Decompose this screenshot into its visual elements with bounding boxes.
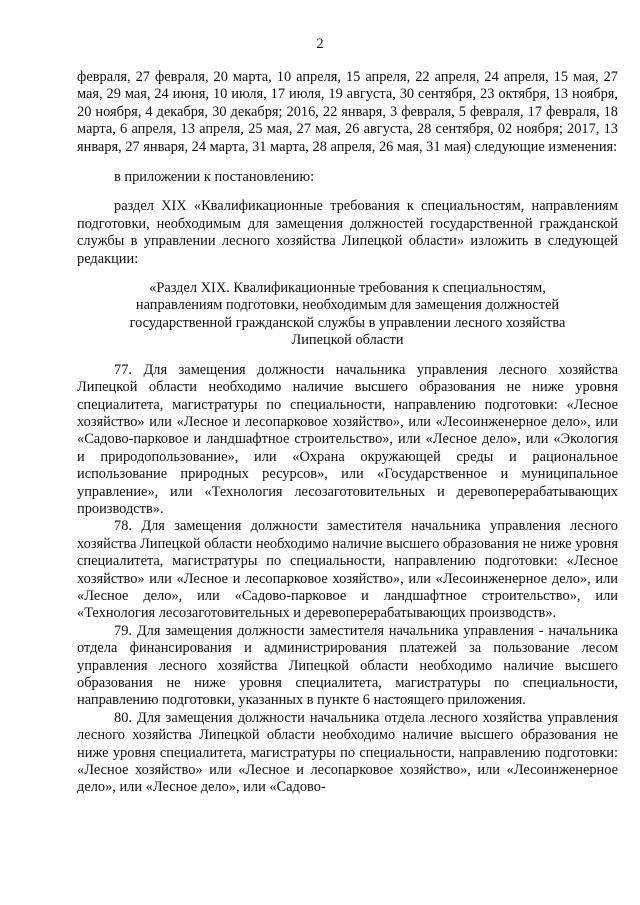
paragraph-79: 79. Для замещения должности заместителя начальника управления - начальника отдела финансирования и администрирования платежей за пользование лесом управления лесного хозяйства Липецкой области необходимо наличие высшего образования не ниже уровня специалитета, магистратуры по специальности, направлению подготовки, указанных в пункте 6 настоящего приложения. [77, 622, 618, 709]
paragraph-intro: февраля, 27 февраля, 20 марта, 10 апреля, 15 апреля, 22 апреля, 24 апреля, 15 мая, 27 мая, 29 мая, 24 июня, 10 июля, 17 июля, 19 августа, 30 сентября, 23 октября, 13 ноября, 20 ноября, 4 декабря, 30 декабря; 2016, 22 января, 3 февраля, 5 февраля, 17 февраля, 18 марта, 6 апреля, 13 апреля, 25 мая, 27 мая, 26 августа, 28 сентября, 02 ноября; 2017, 13 января, 27 января, 24 марта, 31 марта, 28 апреля, 26 мая, 31 мая) следующие изменения: [77, 69, 618, 155]
paragraph-annex: в приложении к постановлению: [114, 169, 315, 186]
section-heading-block [77, 280, 618, 350]
paragraph-78: 78. Для замещения должности заместителя начальника управления лесного хозяйства Липецкой области необходимо наличие высшего образования не ниже уровня специалитета, магистратуры по специальности, направлению подготовки: «Лесное хозяйство» или «Лесное и лесопарковое хозяйство», или «Лесоинженерное дело», или «Лесное дело», или «Садово-парковое и ландшафтное строительство», или «Технология лесозаготовительных и деревоперерабатывающих производств». [77, 518, 618, 622]
paragraph-80: 80. Для замещения должности начальника отдела лесного хозяйства управления лесного хозяйства Липецкой области необходимо наличие высшего образования не ниже уровня специалитета, магистратуры по специальности, направлению подготовки: «Лесное хозяйство» или «Лесное и лесопарковое хозяйство», или «Лесоинженерное дело», или «Лесное дело», или «Садово- [77, 709, 618, 796]
paragraph-section-intro: раздел XIX «Квалификационные требования к специальностям, направлениям подготовки, необходимым для замещения должностей государственной гражданской службы в управлении лесного хозяйства Липецкой области» изложить в следующей редакции: [77, 198, 618, 267]
paragraph-77: 77. Для замещения должности начальника управления лесного хозяйства Липецкой области необходимо наличие высшего образования не ниже уровня специалитета, магистратуры по специальности, направлению подготовки: «Лесное хозяйство» или «Лесное и лесопарковое хозяйство», или «Лесоинженерное дело», или «Садово-парковое и ландшафтное строительство», или «Лесное дело», или «Экология и природопользование», или «Охрана окружающей среды и рациональное использование природных ресурсов», или «Государственное и муниципальное управление», или «Технология лесозаготовительных и деревоперерабатывающих производств». [77, 361, 618, 517]
document-body [77, 69, 618, 797]
page-number: 2 [316, 36, 324, 52]
section-heading: «Раздел XIX. Квалификационные требования к специальностям, направлениям подготовки, необходимым для замещения должностей государственной гражданской службы в управлении лесного хозяйства Липецкой области [129, 280, 566, 349]
